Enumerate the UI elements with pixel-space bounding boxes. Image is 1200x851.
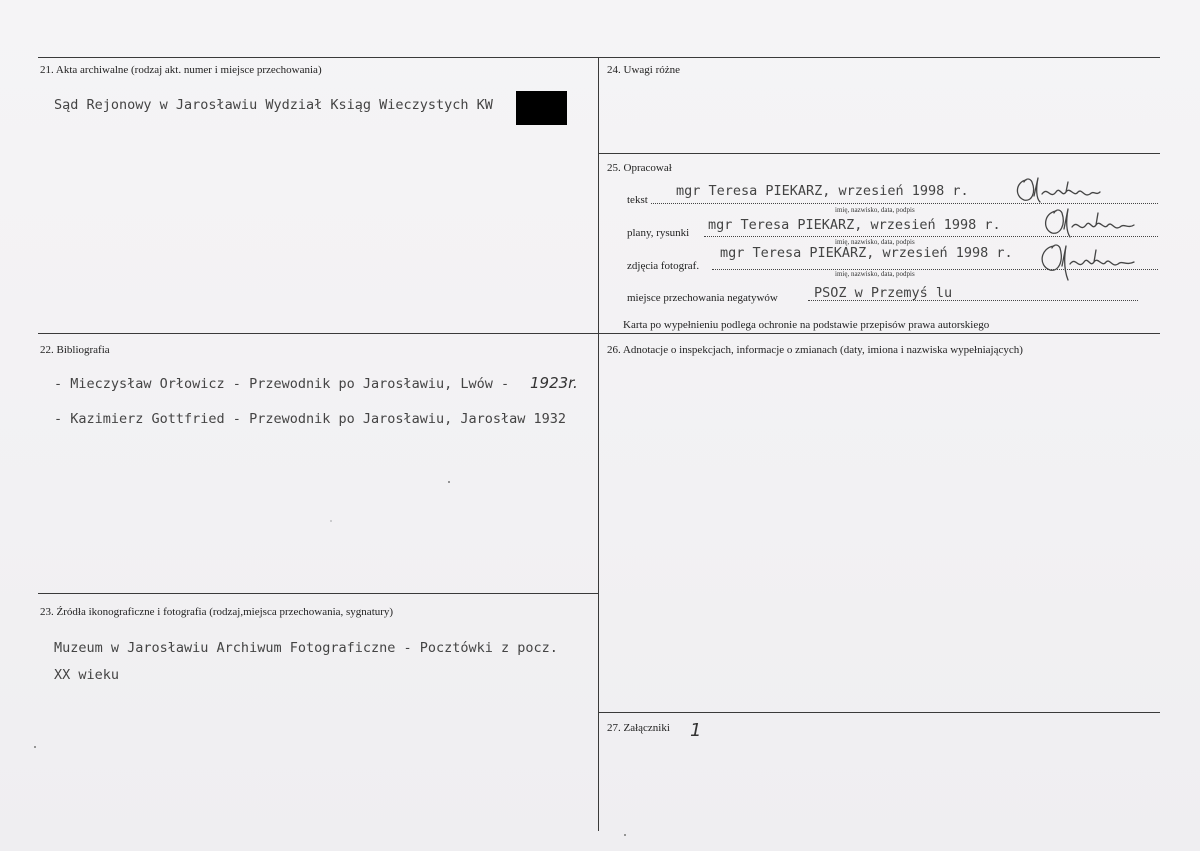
section26-label: 26. Adnotacje o inspekcjach, informacje o zmianach (daty, imiona i nazwiska wypełniających)	[607, 344, 1023, 356]
zdjecia-caption: imię, nazwisko, data, podpis	[835, 270, 915, 278]
copyright-note: Karta po wypełnieniu podlega ochronie na podstawie przepisów prawa autorskiego	[623, 319, 990, 331]
top-border	[38, 57, 1160, 58]
section21-label: 21. Akta archiwalne (rodzaj akt. numer i miejsce przechowania)	[40, 64, 322, 76]
paper-speck	[448, 481, 450, 483]
section24-label: 24. Uwagi różne	[607, 64, 681, 76]
zdjecia-value: mgr Teresa PIEKARZ, wrzesień 1998 r.	[720, 245, 1013, 261]
tekst-caption: imię, nazwisko, data, podpis	[835, 206, 915, 214]
bibliography-item-1: - Mieczysław Orłowicz - Przewodnik po Jarosławiu, Lwów -	[54, 376, 510, 392]
divider-row-2	[38, 333, 1160, 334]
negatywy-label: miejsce przechowania negatywów	[627, 292, 778, 304]
section25-label: 25. Opracował	[607, 162, 672, 174]
signature-zdjecia	[1036, 240, 1140, 282]
bibliography-item-1-hand: 1923r.	[530, 374, 578, 392]
tekst-value: mgr Teresa PIEKARZ, wrzesień 1998 r.	[676, 183, 969, 199]
section23-line2: XX wieku	[54, 667, 120, 683]
section27-label: 27. Załączniki	[607, 722, 670, 734]
center-divider	[598, 57, 599, 831]
bibliography-item-2: - Kazimierz Gottfried - Przewodnik po Jarosławiu, Jarosław 1932	[54, 411, 567, 427]
plany-label: plany, rysunki	[627, 227, 690, 239]
signature-tekst	[1012, 174, 1108, 208]
redaction-block	[516, 91, 567, 125]
plany-caption: imię, nazwisko, data, podpis	[835, 238, 915, 246]
divider-26-27	[598, 712, 1160, 713]
paper-speck	[330, 520, 332, 522]
divider-24-25	[598, 153, 1160, 154]
zdjecia-label: zdjęcia fotograf.	[627, 260, 700, 272]
section27-value: 1	[690, 720, 702, 741]
section23-line1: Muzeum w Jarosławiu Archiwum Fotograficzne - Pocztówki z pocz.	[54, 640, 558, 656]
negatywy-value: PSOZ w Przemyś lu	[814, 285, 953, 301]
section22-label: 22. Bibliografia	[40, 344, 110, 356]
tekst-label: tekst	[627, 194, 648, 206]
section23-label: 23. Źródła ikonograficzne i fotografia (rodzaj,miejsca przechowania, sygnatury)	[40, 606, 394, 618]
section21-text: Sąd Rejonowy w Jarosławiu Wydział Ksiąg Wieczystych KW	[54, 97, 493, 113]
divider-22-23	[38, 593, 598, 594]
paper-speck	[34, 746, 36, 748]
plany-value: mgr Teresa PIEKARZ, wrzesień 1998 r.	[708, 217, 1001, 233]
paper-speck	[624, 834, 626, 836]
signature-plany	[1040, 205, 1140, 241]
